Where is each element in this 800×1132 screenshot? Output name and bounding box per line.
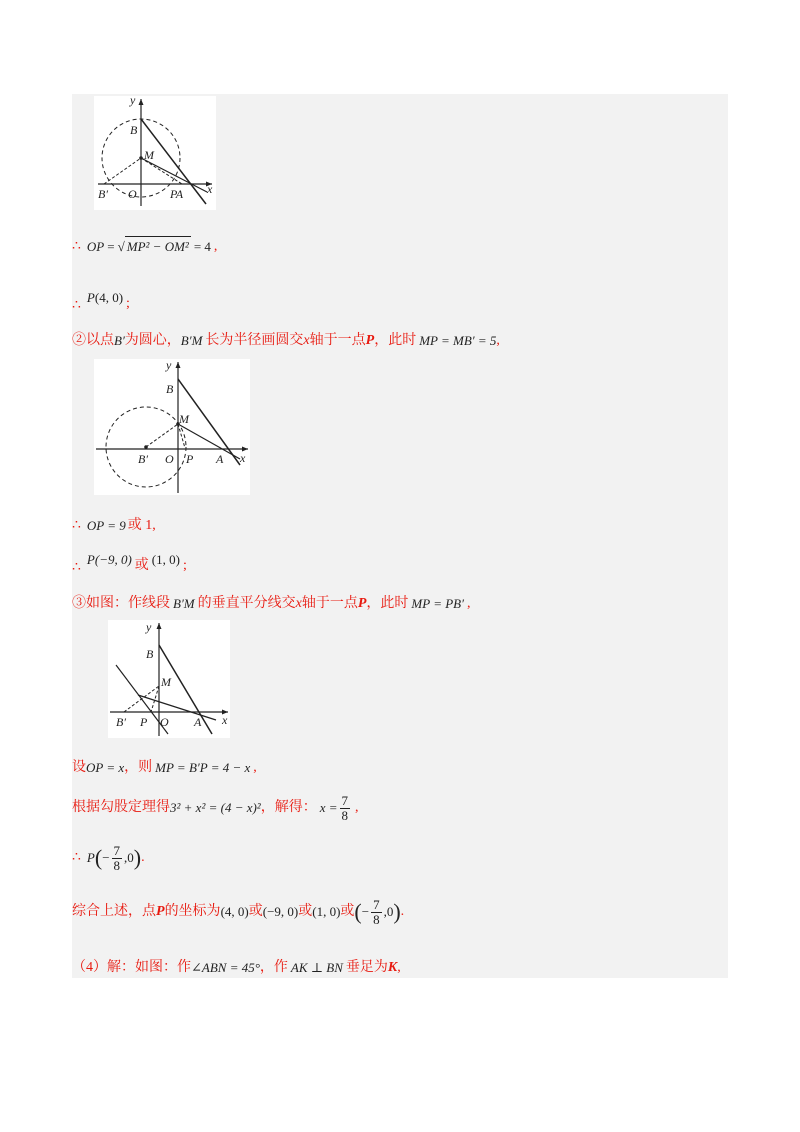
- math-tail: ,0: [383, 904, 394, 919]
- text-or: 或: [298, 904, 313, 919]
- math-bm: B′M: [180, 333, 203, 348]
- frac-num: 7: [373, 896, 380, 912]
- text: （4）解：如图：作: [72, 960, 191, 975]
- text: ②以点: [72, 333, 114, 348]
- frac-den: 8: [113, 857, 121, 873]
- math-sqrt: √ MP² − OM²: [118, 236, 191, 257]
- punct: ,: [397, 960, 401, 975]
- math-bm: B′M: [173, 596, 195, 611]
- therefore-symbol: ∴: [72, 560, 81, 575]
- fig1-label-B: B: [130, 123, 138, 137]
- math-fraction: [340, 794, 351, 823]
- text: 设: [72, 760, 86, 775]
- line-case-3: [72, 594, 470, 614]
- frac-den: 8: [341, 807, 349, 823]
- math-equation: 3² + x² = (4 − x)²: [170, 800, 261, 815]
- line-part-4: [72, 958, 401, 978]
- math-coord: (4, 0): [220, 904, 249, 919]
- text-p: P: [156, 904, 165, 919]
- text: 轴于一点: [309, 333, 366, 348]
- punct: ;: [126, 296, 130, 311]
- fig1-label-O: O: [128, 187, 137, 201]
- fig1-label-y: y: [130, 96, 136, 107]
- text-or: 或: [248, 904, 263, 919]
- fig2-label-x: x: [240, 451, 246, 465]
- math-tail: ,0: [124, 850, 134, 865]
- fig1-label-Bprime: B′: [98, 187, 108, 201]
- math-p: P: [86, 850, 95, 865]
- fig1-label-x: x: [207, 182, 213, 196]
- fig3-label-Bprime: B′: [116, 715, 126, 729]
- math-minus: −: [361, 904, 370, 919]
- math-x-eq: x =: [319, 800, 338, 815]
- punct: ;: [182, 558, 187, 573]
- text: 为圆心，: [124, 333, 181, 348]
- text: 或 1,: [127, 518, 156, 533]
- punct: ,: [355, 800, 359, 815]
- figure-2-diagram: [94, 359, 250, 495]
- fig2-label-P: P: [186, 452, 194, 466]
- punct: .: [141, 850, 145, 865]
- line-p-4-0: [72, 288, 130, 313]
- text-x: x: [295, 596, 302, 611]
- text-or: 或: [340, 904, 355, 919]
- math-radicand: MP² − OM²: [125, 236, 191, 257]
- fig2-label-B: B: [166, 382, 174, 396]
- math-coord: P(−9, 0): [86, 552, 132, 567]
- frac-den: 8: [373, 911, 380, 927]
- math-perp: AK ⊥ BN: [290, 960, 343, 975]
- fig2-label-O: O: [165, 452, 174, 466]
- math-b-prime: B′: [114, 333, 125, 348]
- fig3-label-P: P: [140, 715, 148, 729]
- line-op-9-or-1: [72, 516, 156, 536]
- text: 的坐标为: [164, 904, 221, 919]
- line-op-sqrt: [72, 236, 217, 257]
- fig1-label-PA: PA: [170, 187, 184, 201]
- text: 轴于一点: [301, 596, 358, 611]
- text-p: P: [357, 596, 367, 611]
- math-fraction: [112, 844, 123, 873]
- math-op-x: OP = x: [86, 760, 125, 775]
- frac-num: 7: [113, 842, 121, 858]
- text-k: K: [387, 960, 398, 975]
- punct: ,: [253, 760, 257, 775]
- line-summary: 综合上述，点 P 的坐标为 (4, 0) 或 (−9, 0) 或 (1, 0) 或 ( − $\frac{7}{8}$ ,0 ) .: [72, 896, 405, 927]
- fig1-label-M: M: [144, 148, 154, 162]
- fig3-label-M: M: [161, 675, 171, 689]
- math-coord: (1, 0): [151, 552, 180, 567]
- fig3-label-O: O: [160, 715, 169, 729]
- fig2-label-Bprime: B′: [138, 452, 148, 466]
- math-eq: MP = PB′: [411, 596, 464, 611]
- therefore-symbol: ∴: [72, 238, 81, 254]
- text: 垂足为: [345, 960, 388, 975]
- math-eq: MP = MB′ = 5: [419, 333, 497, 348]
- punct: .: [400, 904, 405, 919]
- line-pythagoras: [72, 792, 359, 824]
- line-p-neg9-or-1: [72, 550, 187, 575]
- fig2-label-M: M: [179, 412, 189, 426]
- fig2-label-A: A: [216, 452, 224, 466]
- text: 根据勾股定理得: [72, 800, 170, 815]
- line-p-neg-7-8: ∴ P ( − $\frac{7}{8}$ ,0 ) .: [72, 842, 145, 873]
- math-coord: (−9, 0): [262, 904, 299, 919]
- math-coord: (4, 0): [94, 290, 124, 305]
- line-case-2: [72, 331, 500, 351]
- figure-3-diagram: [108, 620, 230, 738]
- fig3-label-y: y: [146, 620, 152, 634]
- punct: ,: [496, 333, 500, 348]
- math-eq: =: [107, 238, 115, 254]
- therefore-symbol: ∴: [72, 518, 81, 533]
- content-panel: [72, 94, 728, 978]
- math-fraction: [371, 898, 382, 927]
- fig3-label-x: x: [222, 713, 228, 727]
- text-or: 或: [134, 558, 149, 573]
- text: ，作: [259, 960, 288, 975]
- line-set-op-x: [72, 758, 257, 778]
- text: ，解得：: [260, 800, 317, 815]
- punct: ,: [466, 596, 471, 611]
- fig2-label-y: y: [166, 359, 172, 372]
- text: 综合上述，点: [72, 904, 156, 919]
- math-op-9: OP = 9: [86, 518, 126, 533]
- fig3-label-A: A: [194, 715, 202, 729]
- text: ，则: [124, 760, 153, 775]
- therefore-symbol: ∴: [72, 850, 81, 865]
- frac-num: 7: [341, 792, 349, 808]
- math-op: OP: [86, 238, 105, 254]
- math-minus: −: [102, 850, 110, 865]
- math-mp: MP = B′P = 4 − x: [155, 760, 251, 775]
- text: ③如图：作线段: [72, 596, 170, 611]
- text-x: x: [303, 333, 310, 348]
- text-p: P: [365, 333, 375, 348]
- fig3-label-B: B: [146, 647, 154, 661]
- figure-1-diagram: [94, 96, 216, 210]
- math-p: P: [86, 290, 95, 305]
- math-angle: ∠ABN = 45°: [191, 960, 260, 975]
- punct: ,: [213, 238, 218, 254]
- therefore-symbol: ∴: [72, 298, 81, 313]
- math-coord: (1, 0): [312, 904, 341, 919]
- text: 的垂直平分线交: [197, 596, 296, 611]
- text: 长为半径画圆交: [205, 333, 304, 348]
- text: ，此时: [374, 333, 417, 348]
- math-result: = 4: [193, 238, 211, 254]
- text: ，此时: [366, 596, 409, 611]
